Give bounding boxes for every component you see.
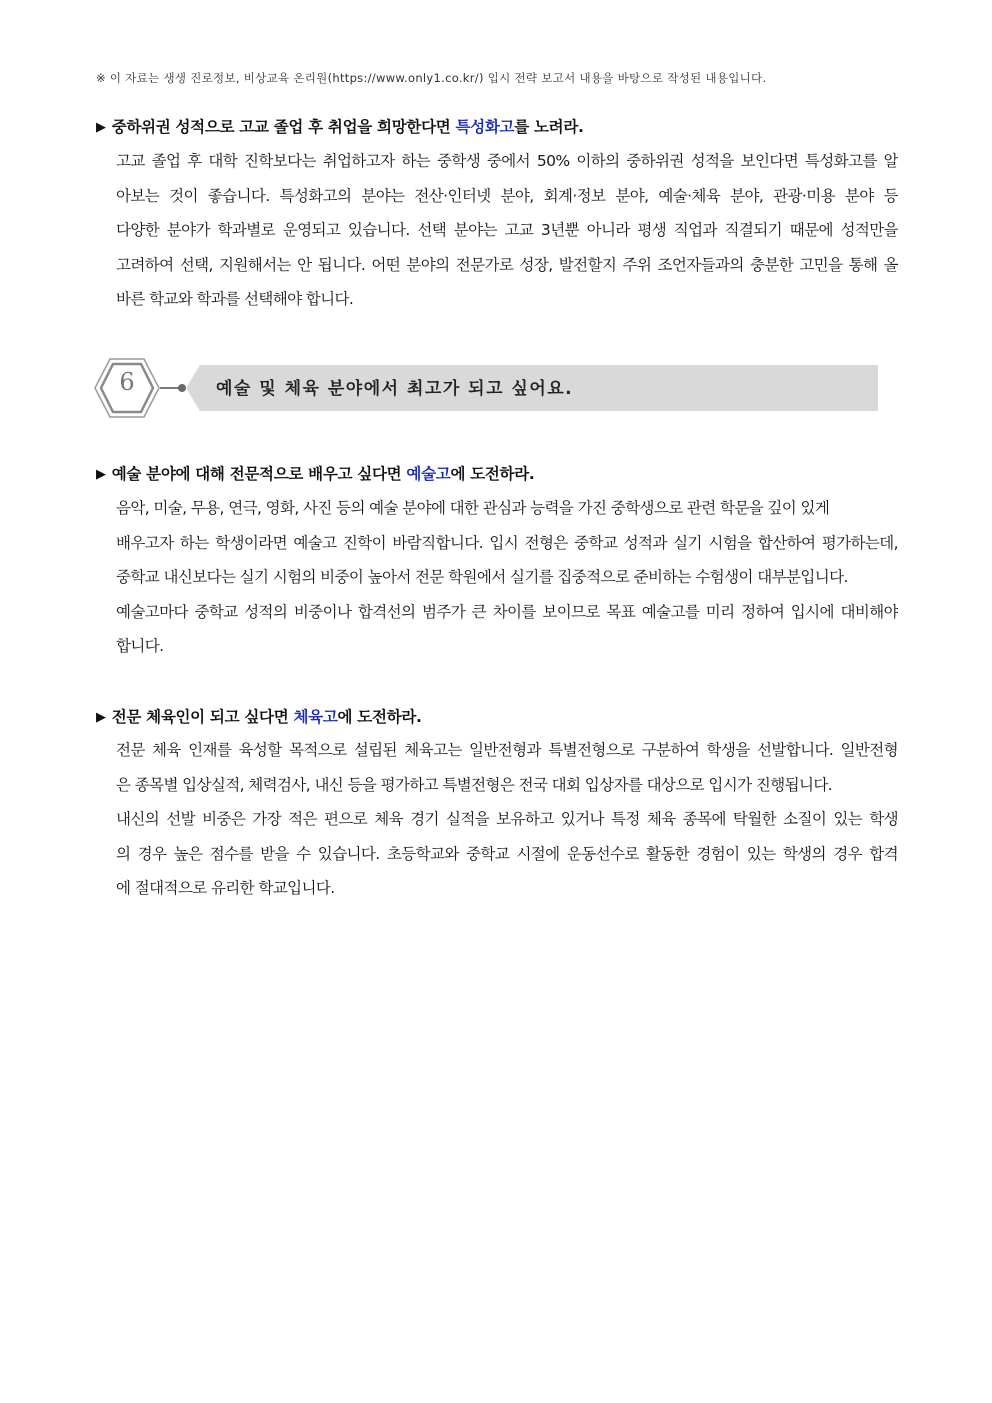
heading-text: 전문 체육인이 되고 싶다면 — [111, 708, 294, 726]
banner-title: 예술 및 체육 분야에서 최고가 되고 싶어요. — [216, 379, 574, 399]
heading-text-end: 에 도전하라. — [337, 708, 422, 726]
paragraph-line: 예술고마다 중학교 성적의 비중이나 합격선의 범주가 큰 차이를 보이므로 목표 예술고를 미리 정하여 입시에 대비해야 — [116, 602, 898, 621]
source-note: ※ 이 자료는 생생 진로정보, 비상교육 온리원(https://www.only1.co.kr/) 입시 전략 보고서 내용을 바탕으로 작성된 내용입니다. — [96, 71, 767, 85]
paragraph-line: 다양한 분야가 학과별로 운영되고 있습니다. 선택 분야는 고교 3년뿐 아니라 평생 직업과 직결되기 때문에 성적만을 — [116, 221, 898, 239]
section-paragraph-sports — [116, 733, 898, 906]
heading-text-end: 를 노려라. — [514, 118, 584, 136]
triangle-bullet-icon: ▶ — [96, 710, 106, 725]
paragraph-line: 중학교 내신보다는 실기 시험의 비중이 높아서 전문 학원에서 실기를 집중적으로 준비하는 수험생이 대부분입니다. — [116, 568, 848, 586]
paragraph-line: 바른 학교와 학과를 선택해야 합니다. — [116, 290, 354, 308]
paragraph-line: 에 절대적으로 유리한 학교입니다. — [116, 879, 335, 897]
heading-text-end: 에 도전하라. — [450, 465, 535, 483]
heading-highlight: 체육고 — [293, 708, 338, 726]
heading-highlight: 예술고 — [406, 465, 451, 483]
paragraph-line: 의 경우 높은 점수를 받을 수 있습니다. 초등학교와 중학교 시절에 운동선수로 활동한 경험이 있는 학생의 경우 합격 — [116, 844, 898, 863]
section-heading-vocational — [96, 115, 584, 137]
section-paragraph-arts — [116, 491, 898, 664]
connector-dot — [178, 384, 186, 392]
heading-text: 예술 분야에 대해 전문적으로 배우고 싶다면 — [111, 465, 407, 483]
section-paragraph-vocational — [116, 144, 898, 317]
heading-highlight: 특성화고 — [455, 118, 515, 136]
paragraph-line: 은 종목별 입상실적, 체력검사, 내신 등을 평가하고 특별전형은 전국 대회 입상자를 대상으로 입시가 진행됩니다. — [116, 775, 833, 794]
paragraph-line: 아보는 것이 좋습니다. 특성화고의 분야는 전산·인터넷 분야, 회계·정보 분야, 예술·체육 분야, 관광·미용 분야 등 — [116, 186, 898, 205]
triangle-bullet-icon: ▶ — [96, 120, 106, 135]
badge-number: 6 — [119, 368, 135, 396]
heading-text: 중하위권 성적으로 고교 졸업 후 취업을 희망한다면 — [111, 118, 456, 136]
paragraph-line: 고려하여 선택, 지원해서는 안 됩니다. 어떤 분야의 전문가로 성장, 발전할지 주위 조언자들과의 충분한 고민을 통해 올 — [116, 255, 898, 274]
paragraph-line: 내신의 선발 비중은 가장 적은 편으로 체육 경기 실적을 보유하고 있거나 특정 체육 종목에 탁월한 소질이 있는 학생 — [116, 810, 898, 828]
paragraph-line: 전문 체육 인재를 육성할 목적으로 설립된 체육고는 일반전형과 특별전형으로 구분하여 학생을 선발합니다. 일반전형 — [116, 741, 898, 759]
paragraph-line: 합니다. — [116, 637, 164, 655]
paragraph-line: 음악, 미술, 무용, 연극, 영화, 사진 등의 예술 분야에 대한 관심과 능력을 가진 중학생으로 관련 학문을 깊이 있게 — [116, 499, 830, 517]
paragraph-line: 배우고자 하는 학생이라면 예술고 진학이 바람직합니다. 입시 전형은 중학교 성적과 실기 시험을 합산하여 평가하는데, — [116, 533, 898, 552]
section-heading-sports — [96, 705, 422, 727]
triangle-bullet-icon: ▶ — [96, 467, 106, 482]
paragraph-line: 고교 졸업 후 대학 진학보다는 취업하고자 하는 중학생 중에서 50% 이하의 중하위권 성적을 보인다면 특성화고를 알 — [116, 152, 898, 170]
section-heading-arts — [96, 462, 535, 484]
